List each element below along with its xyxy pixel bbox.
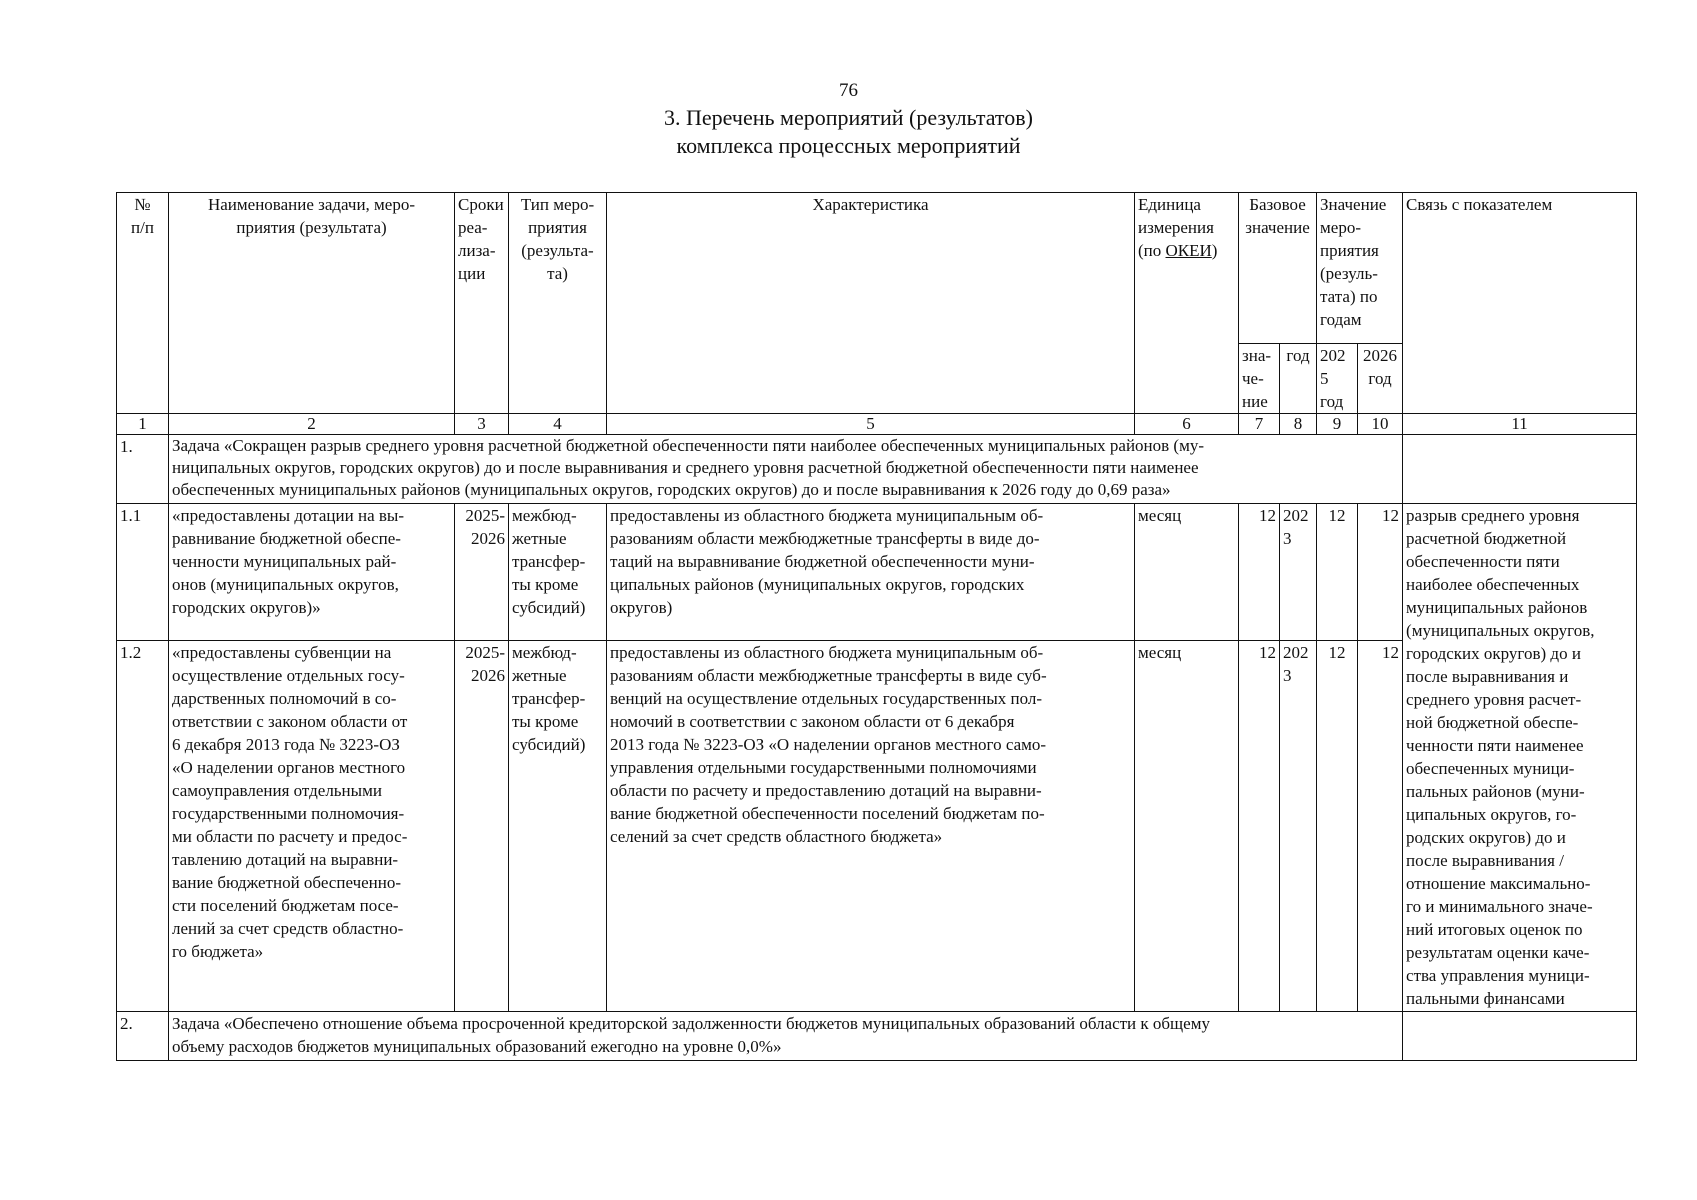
page-number: 76 bbox=[839, 80, 858, 101]
measures-table bbox=[116, 192, 1637, 1061]
row-type: межбюд- жетные трансфер- ты кроме субсидий) bbox=[509, 641, 607, 1012]
column-number: 5 bbox=[607, 414, 1135, 435]
column-number: 1 bbox=[117, 414, 169, 435]
column-number: 8 bbox=[1280, 414, 1317, 435]
header-year-2025: 202 5 год bbox=[1317, 344, 1358, 414]
column-number: 7 bbox=[1239, 414, 1280, 435]
header-base-val-sub: зна- че- ние bbox=[1239, 344, 1280, 414]
header-year-2026: 2026 год bbox=[1358, 344, 1403, 414]
task-row-2 bbox=[117, 1012, 1637, 1061]
row-type: межбюд- жетные трансфер- ты кроме субсидий) bbox=[509, 504, 607, 641]
row-name: «предоставлены субвенции на осуществление отдельных госу- дарственных полномочий в со- ответствии с законом области от 6 декабря 2013 года № 3223-ОЗ «О наделении органов местного самоуправления отдельными государственными полномочия- ми области по расчету и предос- тавлению дотаций на выравни- вание бюджетной обеспеченно- сти поселений бюджетам посе- лений за счет средств областно- го бюджета» bbox=[169, 641, 455, 1012]
header-unit-prefix: Единица измерения (по bbox=[1138, 195, 1214, 260]
row-base-year: 202 3 bbox=[1280, 641, 1317, 1012]
header-characteristic: Характеристика bbox=[607, 193, 1135, 414]
column-number: 6 bbox=[1135, 414, 1239, 435]
task-num: 1. bbox=[117, 435, 169, 504]
column-number: 11 bbox=[1403, 414, 1637, 435]
task-row-1 bbox=[117, 435, 1637, 504]
header-num: № п/п bbox=[117, 193, 169, 414]
row-unit: месяц bbox=[1135, 641, 1239, 1012]
row-value-2025: 12 bbox=[1317, 504, 1358, 641]
header-link: Связь с показателем bbox=[1403, 193, 1637, 414]
header-terms: Сроки реа- лиза- ции bbox=[455, 193, 509, 414]
row-terms: 2025- 2026 bbox=[455, 641, 509, 1012]
column-number: 10 bbox=[1358, 414, 1403, 435]
row-base-year: 202 3 bbox=[1280, 504, 1317, 641]
column-numbers-row bbox=[117, 414, 1637, 435]
column-number: 3 bbox=[455, 414, 509, 435]
header-unit-suffix: ) bbox=[1211, 241, 1218, 260]
row-unit: месяц bbox=[1135, 504, 1239, 641]
task-link-empty bbox=[1403, 435, 1637, 504]
task-text: Задача «Сокращен разрыв среднего уровня расчетной бюджетной обеспеченности пяти наиболее обеспеченных муниципальных районов (му- ниципальных округов, городских округов) до и после выравнивания и среднего уровня расчетной бюджетной обеспеченности пяти наименее обеспеченных муниципальных районов (муниципальных округов, городских округов) до и после выравнивания к 2026 году до 0,69 раза» bbox=[169, 435, 1403, 504]
row-terms: 2025- 2026 bbox=[455, 504, 509, 641]
row-num: 1.1 bbox=[117, 504, 169, 641]
row-value-2026: 12 bbox=[1358, 641, 1403, 1012]
okei-link[interactable]: ОКЕИ bbox=[1165, 241, 1212, 260]
header-type: Тип меро- приятия (результа- та) bbox=[509, 193, 607, 414]
column-number: 4 bbox=[509, 414, 607, 435]
column-number: 9 bbox=[1317, 414, 1358, 435]
title-line-1: 3. Перечень мероприятий (результатов) bbox=[664, 105, 1033, 130]
row-link-indicator: разрыв среднего уровня расчетной бюджетной обеспеченности пяти наиболее обеспеченных муниципальных районов (муниципальных округов, городских округов) до и после выравнивания и среднего уровня расчет- ной бюджетной обеспе- ченности пяти наименее обеспеченных муници- пальных районов (муни- ципальных округов, го- родских округов) до и после выравнивания / отношение максимально- го и минимального значе- ний итоговых оценок по результатам оценки каче- ства управления муници- пальными финансами bbox=[1403, 504, 1637, 1012]
row-num: 1.2 bbox=[117, 641, 169, 1012]
row-characteristic: предоставлены из областного бюджета муниципальным об- разованиям области межбюджетные трансферты в виде до- таций на выравнивание бюджетной обеспеченности муни- ципальных районов (муниципальных округов, городских округов) bbox=[607, 504, 1135, 641]
page-title bbox=[0, 104, 1697, 160]
header-name: Наименование задачи, меро- приятия (результата) bbox=[169, 193, 455, 414]
header-row bbox=[117, 193, 1637, 344]
title-line-2: комплекса процессных мероприятий bbox=[676, 133, 1021, 158]
header-base-year-sub: год bbox=[1280, 344, 1317, 414]
row-value-2025: 12 bbox=[1317, 641, 1358, 1012]
header-value-by-years: Значение меро- приятия (резуль- тата) по годам bbox=[1317, 193, 1403, 344]
task-text: Задача «Обеспечено отношение объема просроченной кредиторской задолженности бюджетов муниципальных образований области к общему объему расходов бюджетов муниципальных образований ежегодно на уровне 0,0%» bbox=[169, 1012, 1403, 1061]
row-characteristic: предоставлены из областного бюджета муниципальным об- разованиям области межбюджетные трансферты в виде суб- венций на осуществление отдельных государственных пол- номочий в соответствии с законом области от 6 декабря 2013 года № 3223-ОЗ «О наделении органов местного само- управления отдельными государственными полномочиями области по расчету и предоставлению дотаций на выравни- вание бюджетной обеспеченности поселений бюджетам по- селений за счет средств областного бюджета» bbox=[607, 641, 1135, 1012]
row-value-2026: 12 bbox=[1358, 504, 1403, 641]
task-link-empty bbox=[1403, 1012, 1637, 1061]
row-base-value: 12 bbox=[1239, 641, 1280, 1012]
task-num: 2. bbox=[117, 1012, 169, 1061]
row-name: «предоставлены дотации на вы- равнивание бюджетной обеспе- ченности муниципальных рай- онов (муниципальных округов, городских округов)» bbox=[169, 504, 455, 641]
row-base-value: 12 bbox=[1239, 504, 1280, 641]
column-number: 2 bbox=[169, 414, 455, 435]
header-unit bbox=[1135, 193, 1239, 414]
table-row bbox=[117, 504, 1637, 641]
header-base-value: Базовое значение bbox=[1239, 193, 1317, 344]
